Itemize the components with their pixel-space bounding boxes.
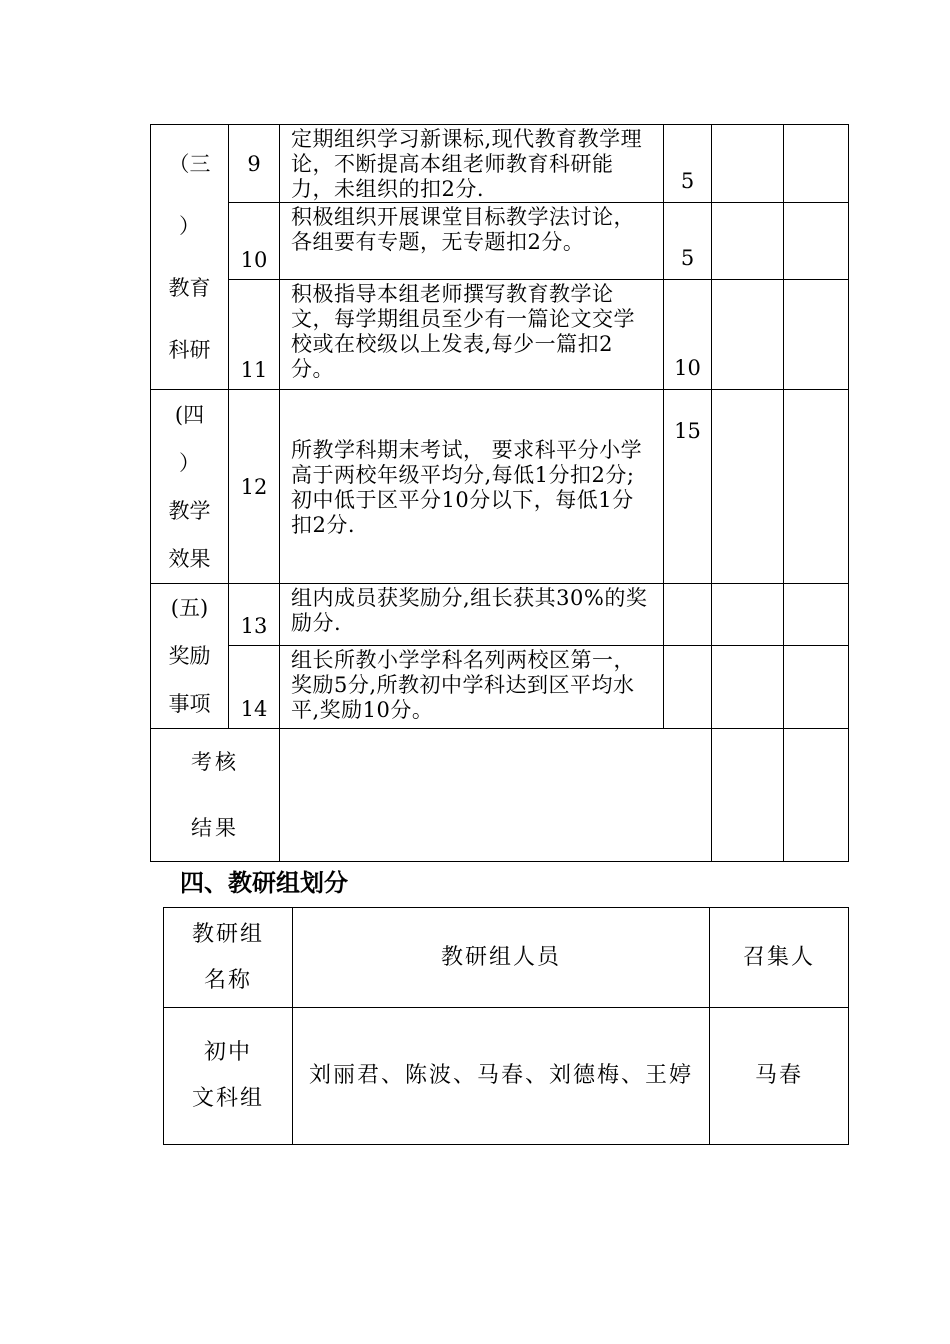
header-convener: 召集人 <box>710 908 849 1008</box>
item-number: 14 <box>229 645 280 728</box>
item-score: 5 <box>664 203 712 280</box>
item-description: 组长所教小学学科名列两校区第一，奖励5分,所教初中学科达到区平均水平,奖励10分。 <box>280 645 664 728</box>
item-description: 积极组织开展课堂目标教学法讨论，各组要有专题，无专题扣2分。 <box>280 203 664 280</box>
assessment-table <box>150 124 849 862</box>
blank-cell <box>784 584 849 646</box>
item-number: 13 <box>229 584 280 646</box>
table-row <box>151 729 849 862</box>
category-cell: (五) 奖励 事项 <box>151 584 229 729</box>
blank-cell <box>712 729 784 862</box>
table-row <box>151 125 849 203</box>
table-header-row <box>164 908 849 1008</box>
header-members: 教研组人员 <box>293 908 710 1008</box>
table-row <box>151 203 849 280</box>
category-cell: （三 ） 教育 科研 <box>151 125 229 390</box>
table-row <box>151 390 849 584</box>
blank-cell <box>784 645 849 728</box>
item-number: 10 <box>229 203 280 280</box>
item-number: 11 <box>229 280 280 390</box>
blank-cell <box>712 584 784 646</box>
item-score: 10 <box>664 280 712 390</box>
blank-cell <box>280 729 712 862</box>
blank-cell <box>712 125 784 203</box>
item-description: 积极指导本组老师撰写教育教学论文，每学期组员至少有一篇论文交学校或在校级以上发表,每少一篇扣2分。 <box>280 280 664 390</box>
blank-cell <box>712 280 784 390</box>
table-row <box>151 280 849 390</box>
item-description: 组内成员获奖励分,组长获其30%的奖励分. <box>280 584 664 646</box>
section-heading: 四、教研组划分 <box>180 869 348 897</box>
group-division-table <box>163 907 849 1145</box>
result-label: 考核 结果 <box>151 729 280 862</box>
table-row <box>164 1008 849 1145</box>
category-cell: (四 ） 教学 效果 <box>151 390 229 584</box>
item-score: 5 <box>664 125 712 203</box>
header-group-name: 教研组 名称 <box>164 908 293 1008</box>
blank-cell <box>784 729 849 862</box>
table-row <box>151 584 849 646</box>
item-score: 15 <box>664 390 712 584</box>
group-members: 刘丽君、陈波、马春、刘德梅、王婷 <box>293 1008 710 1145</box>
blank-cell <box>712 645 784 728</box>
blank-cell <box>712 203 784 280</box>
item-score <box>664 645 712 728</box>
item-score <box>664 584 712 646</box>
item-description: 所教学科期末考试， 要求科平分小学高于两校年级平均分,每低1分扣2分;初中低于区平分10分以下，每低1分扣2分. <box>280 390 664 584</box>
blank-cell <box>784 280 849 390</box>
item-number: 9 <box>229 125 280 203</box>
group-name: 初中 文科组 <box>164 1008 293 1145</box>
table-row <box>151 645 849 728</box>
item-description: 定期组织学习新课标,现代教育教学理论，不断提高本组老师教育科研能力，未组织的扣2分. <box>280 125 664 203</box>
blank-cell <box>784 203 849 280</box>
item-number: 12 <box>229 390 280 584</box>
blank-cell <box>712 390 784 584</box>
blank-cell <box>784 390 849 584</box>
group-convener: 马春 <box>710 1008 849 1145</box>
blank-cell <box>784 125 849 203</box>
